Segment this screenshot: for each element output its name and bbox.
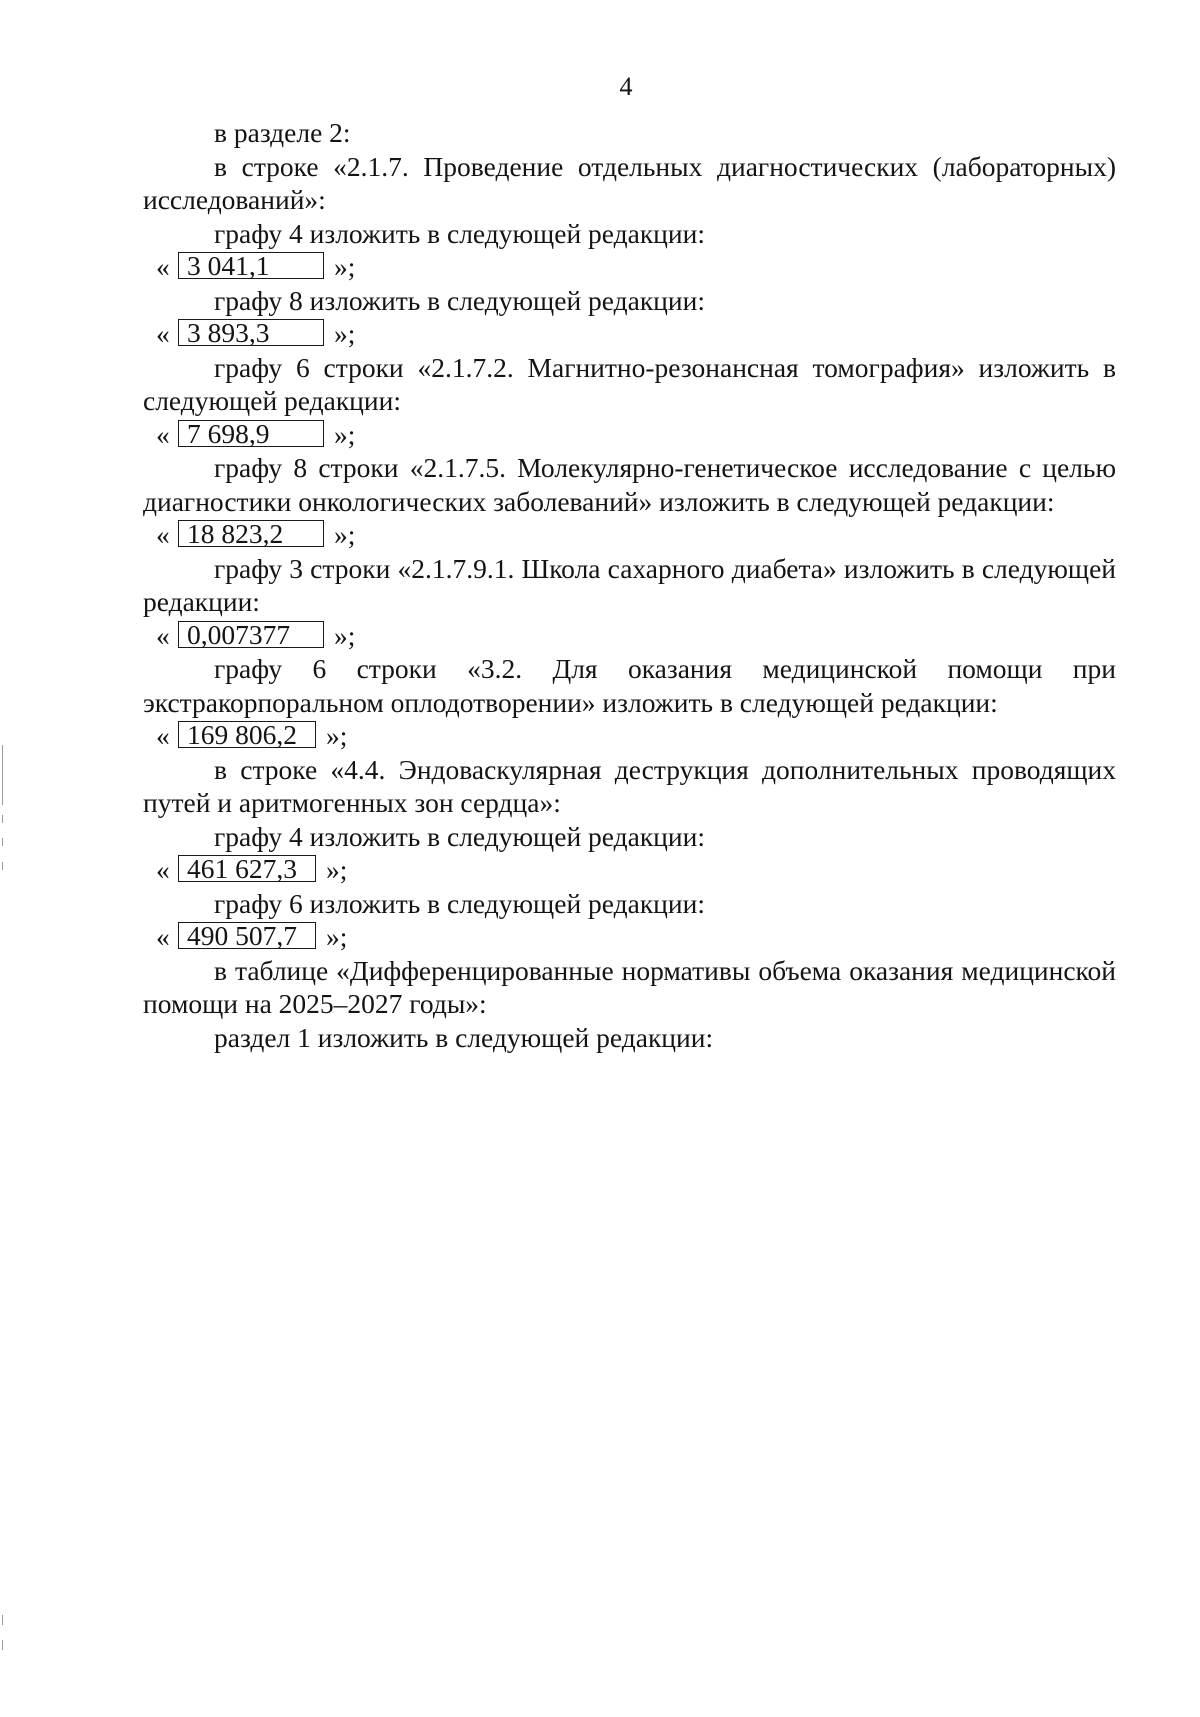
margin-mark bbox=[2, 1615, 3, 1625]
quote-close: »; bbox=[334, 418, 356, 450]
quote-close: »; bbox=[326, 720, 348, 751]
value-row bbox=[143, 317, 1116, 351]
paragraph-column-8: графу 8 изложить в следующей редакции: bbox=[214, 284, 705, 316]
margin-mark bbox=[2, 815, 3, 823]
quote-close: »; bbox=[334, 318, 356, 349]
value-row bbox=[143, 920, 1116, 954]
quote-close: »; bbox=[334, 619, 356, 651]
paragraph-section-1: раздел 1 изложить в следующей редакции: bbox=[214, 1021, 714, 1053]
paragraph-row-2-1-7: в строке «2.1.7. Проведение отдельных диагностических (лабораторных) исследований»: bbox=[143, 150, 1116, 215]
document-body bbox=[143, 116, 1116, 1054]
value-box: 7 698,9 bbox=[178, 420, 324, 447]
paragraph-row-4-4: в строке «4.4. Эндоваскулярная деструкция дополнительных проводящих путей и аритмогенных зон сердца»: bbox=[143, 753, 1116, 818]
quote-open: « bbox=[156, 519, 170, 550]
quote-open: « bbox=[156, 418, 170, 450]
paragraph-column-6: графу 6 изложить в следующей редакции: bbox=[214, 887, 705, 919]
paragraph-row-2-1-7-9-1: графу 3 строки «2.1.7.9.1. Школа сахарного диабета» изложить в следующей редакции: bbox=[143, 552, 1116, 617]
value-row bbox=[143, 719, 1116, 753]
quote-open: « bbox=[156, 720, 170, 751]
paragraph-row-3-2: графу 6 строки «3.2. Для оказания медицинской помощи при экстракорпоральном оплодотворении» изложить в следующей редакции: bbox=[143, 653, 1116, 718]
value-box: 18 823,2 bbox=[178, 520, 324, 547]
value-row bbox=[143, 418, 1116, 452]
value-row bbox=[143, 518, 1116, 552]
quote-close: »; bbox=[326, 921, 348, 952]
paragraph-column-4: графу 4 изложить в следующей редакции: bbox=[214, 820, 705, 852]
paragraph-column-4: графу 4 изложить в следующей редакции: bbox=[214, 217, 705, 249]
value-box: 461 627,3 bbox=[178, 855, 316, 882]
value-row bbox=[143, 853, 1116, 887]
page-number: 4 bbox=[619, 72, 633, 101]
quote-close: »; bbox=[334, 519, 356, 550]
value-row bbox=[143, 250, 1116, 284]
value-box: 0,007377 bbox=[178, 621, 324, 648]
margin-mark bbox=[2, 862, 3, 870]
margin-mark bbox=[2, 745, 3, 805]
value-box: 3 041,1 bbox=[178, 252, 324, 279]
quote-close: »; bbox=[326, 854, 348, 885]
value-box: 490 507,7 bbox=[178, 922, 316, 949]
quote-open: « bbox=[156, 619, 170, 651]
quote-open: « bbox=[156, 854, 170, 885]
value-box: 169 806,2 bbox=[178, 721, 316, 748]
value-row bbox=[143, 619, 1116, 653]
paragraph-row-2-1-7-5: графу 8 строки «2.1.7.5. Молекулярно-генетическое исследование с целью диагностики онкологических заболеваний» изложить в следующей редакции: bbox=[143, 452, 1116, 517]
margin-mark bbox=[2, 838, 3, 846]
margin-mark bbox=[2, 1640, 3, 1650]
paragraph-section-2: в разделе 2: bbox=[214, 117, 351, 148]
quote-open: « bbox=[156, 318, 170, 349]
value-box: 3 893,3 bbox=[178, 319, 324, 346]
paragraph-table-differentiated: в таблице «Дифференцированные нормативы объема оказания медицинской помощи на 2025–2027 годы»: bbox=[143, 954, 1116, 1019]
quote-close: »; bbox=[334, 251, 356, 282]
quote-open: « bbox=[156, 921, 170, 952]
paragraph-row-2-1-7-2: графу 6 строки «2.1.7.2. Магнитно-резонансная томография» изложить в следующей редакции: bbox=[143, 351, 1116, 416]
quote-open: « bbox=[156, 251, 170, 282]
